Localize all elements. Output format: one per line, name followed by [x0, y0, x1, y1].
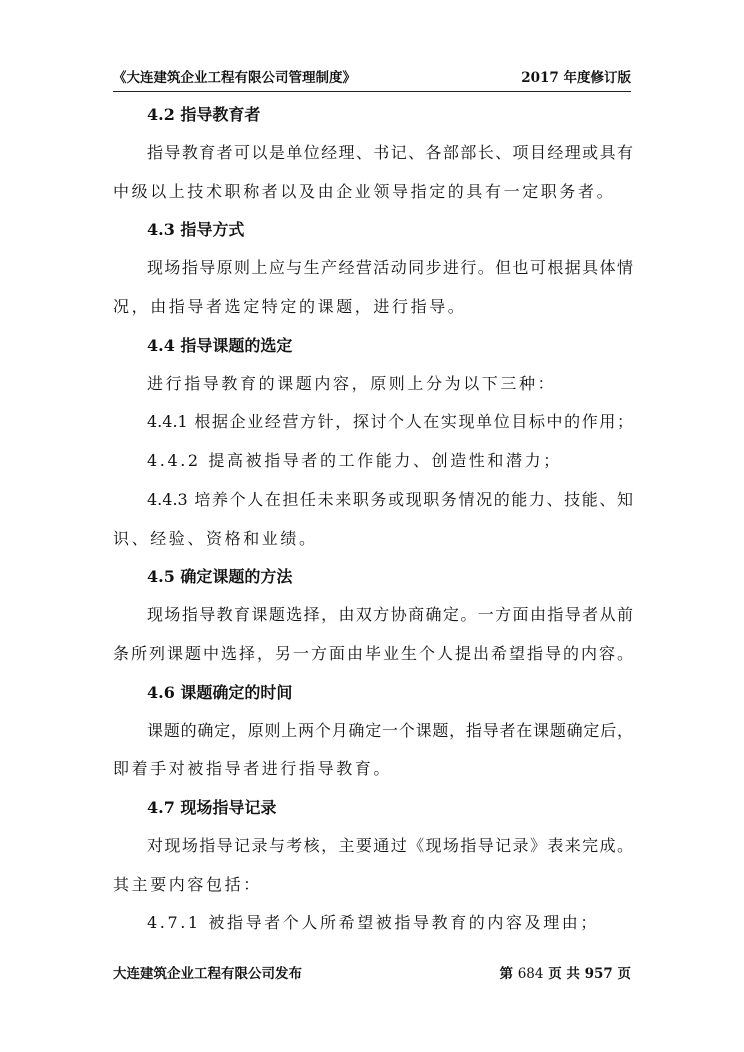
paragraph-line: 条所列课题中选择，另一方面由毕业生个人提出希望指导的内容。 [113, 643, 633, 663]
paragraph-line: 其主要内容包括： [113, 874, 262, 894]
document-body [113, 96, 633, 943]
footer-publisher: 大连建筑企业工程有限公司发布 [113, 966, 302, 982]
header-document-title: 《大连建筑企业工程有限公司管理制度》 [113, 70, 356, 86]
section-heading: 4.6 课题确定的时间 [147, 682, 293, 702]
page-header [113, 66, 631, 92]
list-item: 4.4.1 根据企业经营方针，探讨个人在实现单位目标中的作用； [147, 412, 633, 432]
paragraph-line: 进行指导教育的课题内容，原则上分为以下三种： [147, 373, 557, 393]
paragraph-line: 况，由指导者选定特定的课题，进行指导。 [113, 297, 467, 317]
page-footer [113, 962, 631, 982]
list-item: 4.4.3 培养个人在担任未来职务或现职务情况的能力、技能、知 [147, 489, 633, 509]
section-heading: 4.2 指导教育者 [147, 105, 261, 124]
paragraph-line: 中级以上技术职称者以及由企业领导指定的具有一定职务者。 [113, 181, 616, 201]
list-item-continuation: 识、经验、资格和业绩。 [113, 528, 318, 548]
paragraph-line: 即着手对被指导者进行指导教育。 [113, 759, 393, 779]
paragraph-line: 对现场指导记录与考核，主要通过《现场指导记录》表来完成。 [147, 835, 633, 855]
paragraph-line: 现场指导教育课题选择，由双方协商确定。一方面由指导者从前 [147, 605, 633, 625]
section-heading: 4.7 现场指导记录 [147, 797, 277, 817]
paragraph-line: 现场指导原则上应与生产经营活动同步进行。但也可根据具体情 [147, 258, 633, 278]
section-heading: 4.3 指导方式 [147, 220, 245, 240]
paragraph-line: 课题的确定，原则上两个月确定一个课题，指导者在课题确定后， [147, 720, 633, 740]
page-mid: 页 共 [548, 966, 580, 982]
section-heading: 4.5 确定课题的方法 [147, 567, 293, 587]
page-total: 957 [584, 966, 613, 982]
page-suffix: 页 [617, 966, 631, 982]
header-edition: 2017 年度修订版 [521, 70, 631, 86]
list-item: 4.7.1 被指导者个人所希望被指导教育的内容及理由； [147, 913, 599, 933]
section-heading: 4.4 指导课题的选定 [147, 335, 293, 355]
page-prefix: 第 [499, 966, 514, 982]
list-item: 4.4.2 提高被指导者的工作能力、创造性和潜力； [147, 451, 562, 471]
page-current: 684 [517, 966, 544, 982]
page-number [500, 962, 631, 982]
paragraph-line: 指导教育者可以是单位经理、书记、各部部长、项目经理或具有 [147, 143, 633, 162]
